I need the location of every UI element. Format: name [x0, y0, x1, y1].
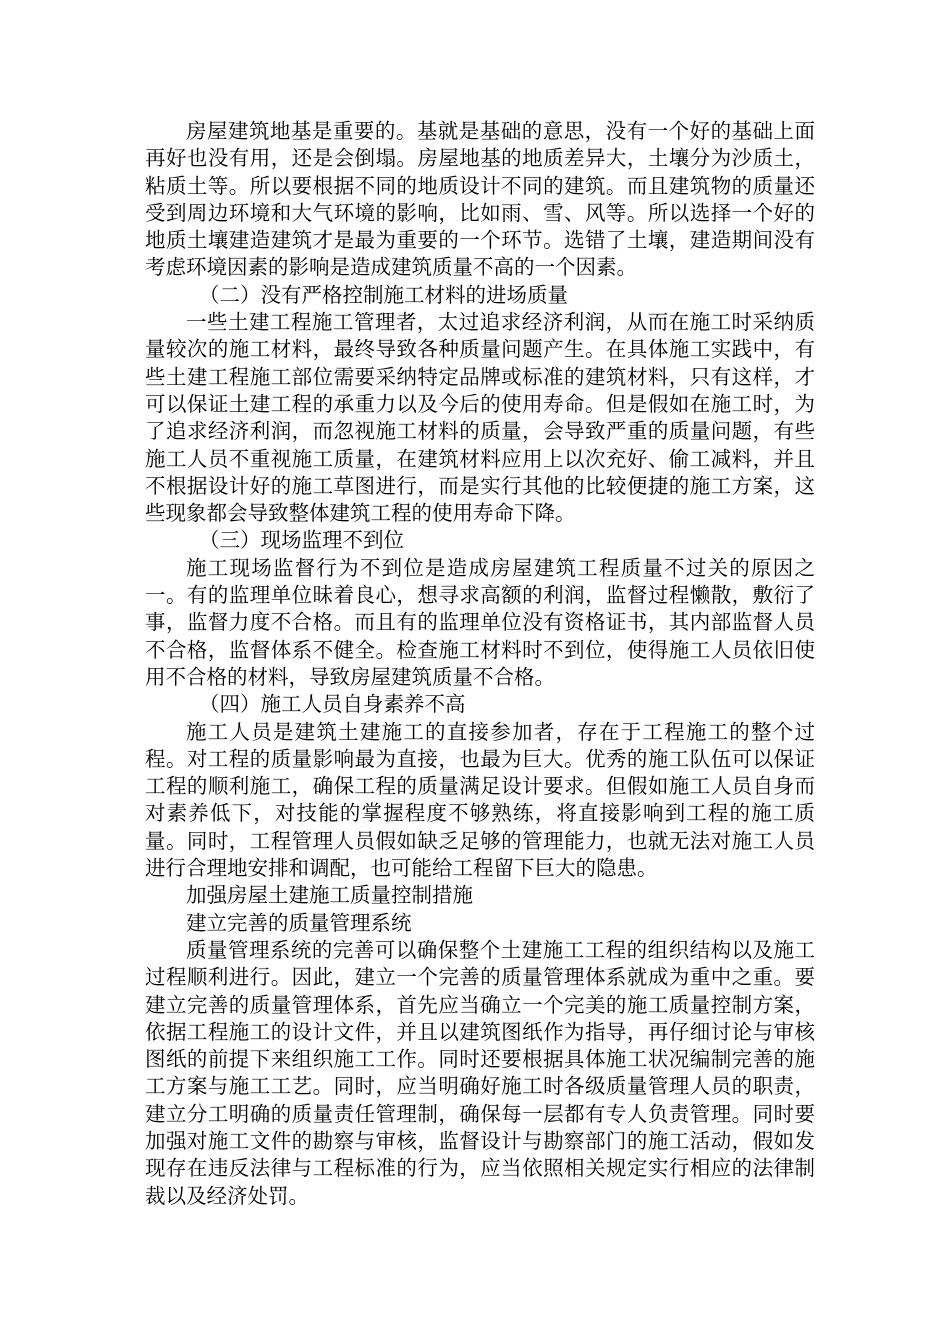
- paragraph-foundation: 房屋建筑地基是重要的。基就是基础的意思，没有一个好的基础上面再好也没有用，还是会倒塌。房屋地基的地质差异大，土壤分为沙质土，粘质土等。所以要根据不同的地质设计不同的建筑。而且建筑物的质量还受到周边环境和大气环境的影响，比如雨、雪、风等。所以选择一个好的地质土壤建造建筑才是最为重要的一个环节。选错了土壤，建造期间没有考虑环境因素的影响是造成建筑质量不高的一个因素。: [145, 119, 815, 280]
- heading-control-measures: 加强房屋土建施工质量控制措施: [186, 883, 473, 908]
- paragraph-management-system: 质量管理系统的完善可以确保整个土建施工工程的组织结构以及施工过程顺利进行。因此，建立一个完善的质量管理体系就成为重中之重。要建立完善的质量管理体系，首先应当确立一个完美的施工质量控制方案，依据工程施工的设计文件，并且以建筑图纸作为指导，再仔细讨论与审核图纸的前提下来组织施工工作。同时还要根据具体施工状况编制完善的施工方案与施工工艺。同时，应当明确好施工时各级质量管理人员的职责，建立分工明确的质量责任管理制，确保每一层都有专人负责管理。同时要加强对施工文件的勘察与审核，监督设计与勘察部门的施工活动，假如发现存在违反法律与工程标准的行为，应当依照相关规定实行相应的法律制裁以及经济处罚。: [145, 937, 815, 1208]
- paragraph-supervision: 施工现场监督行为不到位是造成房屋建筑工程质量不过关的原因之一。有的监理单位昧着良心，想寻求高额的利润，监督过程懒散，敷衍了事，监督力度不合格。而且有的监理单位没有资格证书，其内部监督人员不合格，监督体系不健全。检查施工材料时不到位，使得施工人员依旧使用不合格的材料，导致房屋建筑质量不合格。: [145, 555, 815, 689]
- paragraph-personnel: 施工人员是建筑土建施工的直接参加者，存在于工程施工的整个过程。对工程的质量影响最为直接，也最为巨大。优秀的施工队伍可以保证工程的顺利施工，确保工程的质量满足设计要求。但假如施工人员自身而对素养低下，对技能的掌握程度不够熟练，将直接影响到工程的施工质量。同时，工程管理人员假如缺乏足够的管理能力，也就无法对施工人员进行合理地安排和调配，也可能给工程留下巨大的隐患。: [145, 719, 815, 881]
- heading-personnel: （四）施工人员自身素养不高: [199, 692, 466, 717]
- heading-supervision: （三）现场监理不到位: [199, 528, 404, 553]
- heading-materials: （二）没有严格控制施工材料的进场质量: [199, 282, 568, 307]
- document-body: [145, 118, 815, 1210]
- heading-management-system: 建立完善的质量管理系统: [186, 910, 412, 935]
- paragraph-materials: 一些土建工程施工管理者，太过追求经济利润，从而在施工时采纳质量较次的施工材料，最终导致各种质量问题产生。在具体施工实践中，有些土建工程施工部位需要采纳特定品牌或标准的建筑材料，只有这样，才可以保证土建工程的承重力以及今后的使用寿命。但是假如在施工时，为了追求经济利润，而忽视施工材料的质量，会导致严重的质量问题，有些施工人员不重视施工质量，在建筑材料应用上以次充好、偷工减料，并且不根据设计好的施工草图进行，而是实行其他的比较便捷的施工方案，这些现象都会导致整体建筑工程的使用寿命下降。: [145, 310, 815, 526]
